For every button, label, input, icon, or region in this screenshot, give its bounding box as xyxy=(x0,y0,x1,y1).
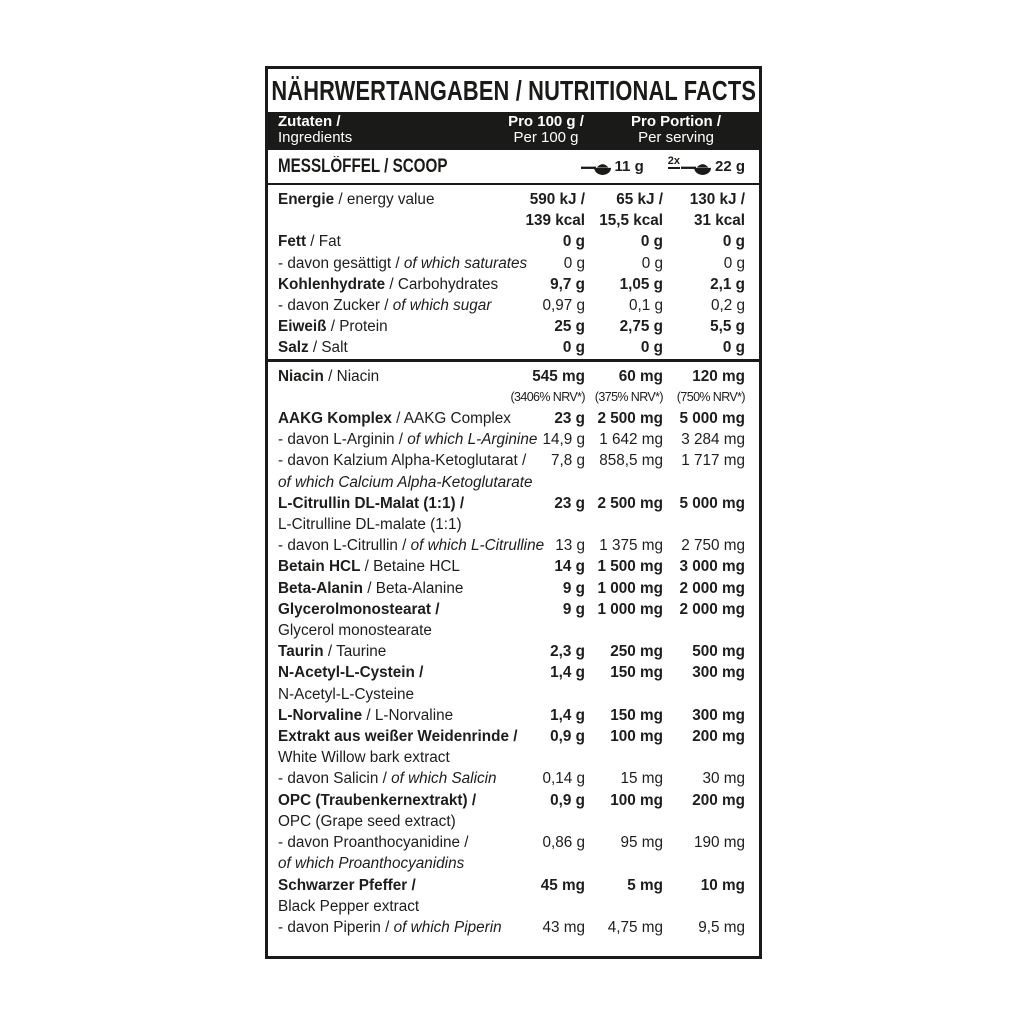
value-cell: 14 g xyxy=(554,558,585,576)
value-cell xyxy=(585,896,663,917)
table-row xyxy=(278,210,745,231)
value-cell: 0 g xyxy=(722,339,745,357)
table-row xyxy=(278,231,745,252)
table-row xyxy=(278,189,745,210)
scoop-2x-icon xyxy=(681,159,711,175)
table-row xyxy=(278,366,745,387)
row-label: Kohlenhydrate / Carbohydrates xyxy=(278,275,499,293)
value-cell: 139 kcal xyxy=(525,212,585,230)
ingredients-header-de: Zutaten / xyxy=(278,113,341,130)
value-cell: 0 g xyxy=(562,233,585,251)
table-row xyxy=(278,274,745,295)
value-cell xyxy=(485,896,585,917)
value-cell xyxy=(663,684,745,705)
value-cell: 25 g xyxy=(554,318,585,336)
scoop-icon xyxy=(581,159,611,175)
value-cell: 545 mg xyxy=(532,367,585,385)
value-cell: 150 mg xyxy=(610,706,663,724)
value-cell: 0,9 g xyxy=(550,791,585,809)
value-cell xyxy=(485,684,585,705)
row-label: - davon Proanthocyanidine / xyxy=(278,834,469,852)
value-cell: 1 375 mg xyxy=(599,537,663,555)
value-cell: 7,8 g xyxy=(550,452,585,470)
value-cell xyxy=(663,896,745,917)
scoop-amounts xyxy=(581,155,745,175)
value-cell: 9 g xyxy=(562,579,585,597)
value-cell: 5 mg xyxy=(627,876,663,894)
table-row xyxy=(278,253,745,274)
value-cell: 45 mg xyxy=(540,876,585,894)
value-cell xyxy=(585,514,663,535)
value-cell: 95 mg xyxy=(620,834,663,852)
value-cell: (750% NRV*) xyxy=(676,389,745,404)
value-cell: 5,5 g xyxy=(710,318,745,336)
value-cell xyxy=(663,620,745,641)
nutrition-table xyxy=(265,66,762,959)
value-cell: 120 mg xyxy=(692,367,745,385)
row-label: - davon Zucker / of which sugar xyxy=(278,297,492,315)
row-label: OPC (Traubenkernextrakt) / xyxy=(278,791,477,809)
value-cell xyxy=(485,811,585,832)
row-label: Beta-Alanin / Beta-Alanine xyxy=(278,579,464,597)
value-cell: 30 mg xyxy=(702,770,745,788)
value-cell: 5 000 mg xyxy=(679,410,745,428)
per-100g-header-en: Per 100 g xyxy=(513,129,579,146)
macronutrients-section xyxy=(268,185,759,359)
value-cell: 190 mg xyxy=(693,834,745,852)
value-cell xyxy=(485,853,585,874)
value-cell: 0 g xyxy=(722,233,745,251)
table-row xyxy=(278,726,745,747)
row-label xyxy=(278,210,485,231)
active-ingredients-section xyxy=(268,362,759,938)
value-cell xyxy=(485,472,585,493)
value-cell xyxy=(585,747,663,768)
value-cell: 1 500 mg xyxy=(597,558,663,576)
row-label: - davon L-Citrullin / of which L-Citrulline xyxy=(278,537,545,555)
row-label: L-Citrullin DL-Malat (1:1) / xyxy=(278,494,465,512)
value-cell: 31 kcal xyxy=(693,212,745,230)
table-row xyxy=(278,684,745,705)
value-cell xyxy=(585,620,663,641)
value-cell xyxy=(663,472,745,493)
row-label: Glycerol monostearate xyxy=(278,622,432,640)
table-row xyxy=(278,917,745,938)
value-cell: 1 000 mg xyxy=(597,579,663,597)
value-cell: 15 mg xyxy=(620,770,663,788)
ingredients-header-en: Ingredients xyxy=(278,129,353,146)
value-cell: 3 000 mg xyxy=(679,558,745,576)
value-cell: 2,3 g xyxy=(550,643,585,661)
value-cell: 1 717 mg xyxy=(681,452,745,470)
value-cell: 300 mg xyxy=(692,664,745,682)
value-cell: 100 mg xyxy=(610,791,663,809)
value-cell xyxy=(485,747,585,768)
column-header-row xyxy=(268,112,759,150)
value-cell: 100 mg xyxy=(610,728,663,746)
row-label: - davon Kalzium Alpha-Ketoglutarat / xyxy=(278,452,527,470)
row-label: of which Proanthocyanidins xyxy=(278,855,465,873)
value-cell: 0,14 g xyxy=(542,770,585,788)
table-row xyxy=(278,429,745,450)
row-label: N-Acetyl-L-Cystein / xyxy=(278,664,424,682)
per-100g-column-header xyxy=(481,114,611,146)
value-cell: 1 642 mg xyxy=(599,431,663,449)
single-scoop-group xyxy=(581,158,644,175)
value-cell: 0 g xyxy=(640,233,663,251)
value-cell: 2 500 mg xyxy=(597,410,663,428)
value-cell: 0,2 g xyxy=(710,297,745,315)
row-label: N-Acetyl-L-Cysteine xyxy=(278,685,415,703)
per-100g-header-de: Pro 100 g / xyxy=(508,113,584,130)
value-cell: 200 mg xyxy=(692,791,745,809)
row-label: Schwarzer Pfeffer / xyxy=(278,876,416,894)
row-label: - davon Piperin / of which Piperin xyxy=(278,918,502,936)
table-row xyxy=(278,387,745,408)
value-cell xyxy=(663,811,745,832)
scoop-row xyxy=(268,150,759,185)
value-cell xyxy=(663,747,745,768)
value-cell: (375% NRV*) xyxy=(594,389,663,404)
table-row xyxy=(278,790,745,811)
double-scoop-group xyxy=(667,155,745,175)
row-label: OPC (Grape seed extract) xyxy=(278,812,456,830)
value-cell: 250 mg xyxy=(610,643,663,661)
value-cell xyxy=(663,514,745,535)
row-label: Eiweiß / Protein xyxy=(278,318,388,336)
table-row xyxy=(278,875,745,896)
double-scoop-multiplier: 2x xyxy=(667,155,680,167)
table-row xyxy=(278,620,745,641)
value-cell: 500 mg xyxy=(692,643,745,661)
value-cell: 5 000 mg xyxy=(679,494,745,512)
single-scoop-amount: 11 g xyxy=(614,158,644,175)
row-label xyxy=(278,387,485,408)
value-cell: 0 g xyxy=(723,254,745,272)
value-cell: 130 kJ / xyxy=(689,191,745,208)
value-cell: 0,9 g xyxy=(550,728,585,746)
table-row xyxy=(278,832,745,853)
table-row xyxy=(278,578,745,599)
per-serving-header-en: Per serving xyxy=(638,129,714,146)
value-cell: 1,05 g xyxy=(619,275,663,293)
value-cell: 2 000 mg xyxy=(679,579,745,597)
value-cell: 150 mg xyxy=(610,664,663,682)
row-label: Salz / Salt xyxy=(278,339,348,357)
value-cell: 1,4 g xyxy=(550,664,585,682)
row-label: Fett / Fat xyxy=(278,233,341,251)
value-cell: 14,9 g xyxy=(542,431,585,449)
row-label: L-Norvaline / L-Norvaline xyxy=(278,706,454,724)
value-cell: 23 g xyxy=(554,494,585,512)
value-cell: 200 mg xyxy=(692,728,745,746)
table-row xyxy=(278,337,745,358)
table-row xyxy=(278,450,745,471)
row-label: White Willow bark extract xyxy=(278,749,450,767)
row-label: - davon L-Arginin / of which L-Arginine xyxy=(278,431,538,449)
row-label: L-Citrulline DL-malate (1:1) xyxy=(278,516,462,534)
value-cell: 0,97 g xyxy=(542,297,585,315)
table-title: NÄHRWERTANGABEN / NUTRITIONAL FACTS xyxy=(271,74,756,106)
value-cell: 9 g xyxy=(562,600,585,618)
value-cell: 590 kJ / xyxy=(529,191,585,208)
table-row xyxy=(278,535,745,556)
table-title-row xyxy=(268,69,759,112)
value-cell: 2 750 mg xyxy=(681,537,745,555)
value-cell: 2 000 mg xyxy=(679,600,745,618)
row-label: - davon gesättigt / of which saturates xyxy=(278,254,528,272)
value-cell xyxy=(585,684,663,705)
row-label: of which Calcium Alpha-Ketoglutarate xyxy=(278,473,533,491)
value-cell xyxy=(585,853,663,874)
value-cell: 2,1 g xyxy=(710,275,745,293)
value-cell xyxy=(585,811,663,832)
value-cell: 10 mg xyxy=(700,876,745,894)
row-label: Betain HCL / Betaine HCL xyxy=(278,558,460,576)
value-cell xyxy=(663,853,745,874)
value-cell: 0 g xyxy=(563,254,585,272)
value-cell: 1,4 g xyxy=(550,706,585,724)
value-cell: 0 g xyxy=(640,339,663,357)
row-label: Extrakt aus weißer Weidenrinde / xyxy=(278,728,518,746)
value-cell: 23 g xyxy=(554,410,585,428)
value-cell: 9,5 mg xyxy=(698,918,745,936)
table-row xyxy=(278,599,745,620)
table-row xyxy=(278,853,745,874)
value-cell: 60 mg xyxy=(618,367,663,385)
row-label: Niacin / Niacin xyxy=(278,367,380,385)
table-row xyxy=(278,295,745,316)
value-cell xyxy=(485,514,585,535)
row-label: Glycerolmonostearat / xyxy=(278,600,440,618)
value-cell: 1 000 mg xyxy=(597,600,663,618)
table-row xyxy=(278,768,745,789)
value-cell: 15,5 kcal xyxy=(599,212,663,230)
row-label: Taurin / Taurine xyxy=(278,643,387,661)
value-cell: 65 kJ / xyxy=(616,191,663,208)
value-cell: 13 g xyxy=(555,537,585,555)
value-cell: 9,7 g xyxy=(550,275,585,293)
value-cell xyxy=(485,620,585,641)
value-cell: 0 g xyxy=(562,339,585,357)
row-label: - davon Salicin / of which Salicin xyxy=(278,770,497,788)
value-cell: (3406% NRV*) xyxy=(510,389,585,404)
ingredients-column-header xyxy=(278,114,481,146)
row-label: Energie / energy value xyxy=(278,191,435,208)
value-cell: 3 284 mg xyxy=(681,431,745,449)
table-row xyxy=(278,472,745,493)
per-serving-column-header xyxy=(611,114,741,146)
table-row xyxy=(278,493,745,514)
table-row xyxy=(278,705,745,726)
value-cell: 300 mg xyxy=(692,706,745,724)
table-row xyxy=(278,408,745,429)
value-cell: 0 g xyxy=(641,254,663,272)
scoop-label: MESSLÖFFEL / SCOOP xyxy=(278,155,448,177)
table-row xyxy=(278,662,745,683)
table-row xyxy=(278,747,745,768)
value-cell: 0,86 g xyxy=(542,834,585,852)
value-cell: 0,1 g xyxy=(628,297,663,315)
double-scoop-amount: 22 g xyxy=(714,158,745,175)
value-cell xyxy=(585,472,663,493)
table-row xyxy=(278,514,745,535)
per-serving-header-de: Pro Portion / xyxy=(631,113,721,130)
table-row xyxy=(278,556,745,577)
row-label: AAKG Komplex / AAKG Complex xyxy=(278,410,511,428)
value-cell: 2,75 g xyxy=(619,318,663,336)
table-row xyxy=(278,316,745,337)
value-cell: 4,75 mg xyxy=(607,918,663,936)
value-cell: 43 mg xyxy=(542,918,585,936)
row-label: Black Pepper extract xyxy=(278,897,420,915)
value-cell: 858,5 mg xyxy=(599,452,663,470)
table-row xyxy=(278,896,745,917)
value-cell: 2 500 mg xyxy=(597,494,663,512)
table-row xyxy=(278,641,745,662)
table-row xyxy=(278,811,745,832)
